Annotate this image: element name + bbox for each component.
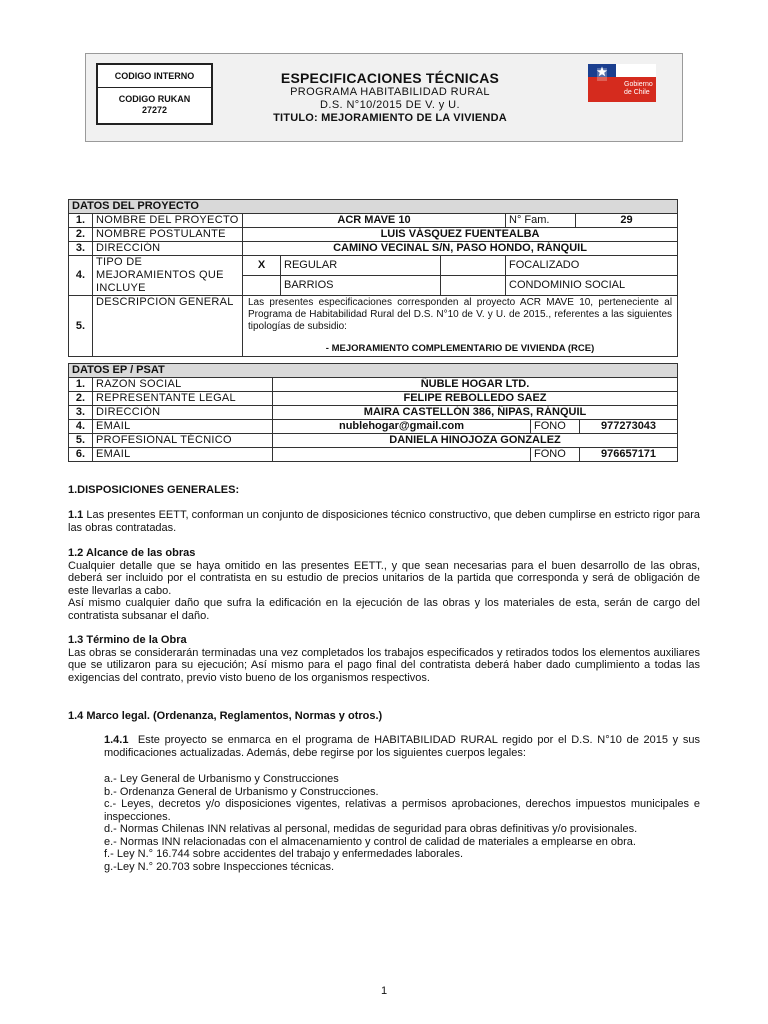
section-1 (68, 484, 700, 497)
row-number: 3. (69, 242, 93, 256)
row-label: NOMBRE POSTULANTE (93, 228, 243, 242)
phone-label: FONO (531, 420, 580, 434)
row-number: 4. (69, 256, 93, 296)
table-row (69, 378, 678, 392)
row-label: NOMBRE DEL PROYECTO (93, 214, 243, 228)
row-label: DIRECCIÓN (93, 242, 243, 256)
section-1-3 (68, 634, 700, 684)
option-condominio-social: CONDOMINIO SOCIAL (506, 276, 678, 296)
table-row (69, 228, 678, 242)
section-1-1-number: 1.1 (68, 509, 84, 521)
list-item: g.-Ley N.° 20.703 sobre Inspecciones técnicas. (104, 860, 335, 873)
document-title-block (240, 70, 540, 125)
row-number: 1. (69, 378, 93, 392)
coat-of-arms-icon (597, 68, 607, 81)
list-item: d.- Normas Chilenas INN relativas al personal, medidas de seguridad para obras definitivas y/o provisionales. (104, 823, 638, 835)
company-name-value: ÑUBLE HOGAR LTD. (273, 378, 678, 392)
row-label: EMAIL (93, 448, 273, 462)
table-row (69, 242, 678, 256)
logo-white-block (616, 64, 656, 77)
section-1-4-1-paragraph (104, 734, 700, 759)
applicant-name-value: LUIS VÁSQUEZ FUENTEALBA (243, 228, 678, 242)
logo-text-chile: de Chile (624, 89, 650, 96)
table-row (69, 448, 678, 462)
code-internal-label: CODIGO INTERNO (98, 65, 211, 88)
family-count-value: 29 (576, 214, 678, 228)
table-row (69, 256, 678, 276)
technical-professional-value: DANIELA HINOJOZA GONZALEZ (273, 434, 678, 448)
company-address-value: MAIRA CASTELLÓN 386, ÑIPAS, RÁNQUIL (273, 406, 678, 420)
section-1-3-title: 1.3 Término de la Obra (68, 634, 187, 646)
row-number: 5. (69, 296, 93, 357)
row-label: PROFESIONAL TÉCNICO (93, 434, 273, 448)
table-row (69, 406, 678, 420)
code-rukan-value: 27272 (141, 105, 168, 115)
legal-representative-value: FELIPE REBOLLEDO SAEZ (273, 392, 678, 406)
professional-phone-value: 976657171 (580, 448, 678, 462)
page-number: 1 (380, 985, 388, 997)
row-label: EMAIL (93, 420, 273, 434)
gobierno-de-chile-logo (586, 64, 658, 104)
document-subtitle-program: PROGRAMA HABITABILIDAD RURAL (290, 86, 490, 98)
table-row (69, 296, 678, 357)
row-number: 2. (69, 228, 93, 242)
section-1-title: 1.DISPOSICIONES GENERALES: (68, 484, 240, 496)
section-1-4-1-number: 1.4.1 (104, 734, 129, 746)
phone-label: FONO (531, 448, 580, 462)
section-1-1-text: Las presentes EETT, conforman un conjunto de disposiciones técnico constructivo, que deben cumplirse en estricto rigor para las obras contratadas. (68, 509, 700, 534)
option-focalizado-check (441, 256, 506, 276)
list-item: c.- Leyes, decretos y/o disposiciones vigentes, relativas a permisos aprobaciones, derechos impuestos municipales e inspecciones. (104, 798, 700, 823)
family-count-label: N° Fam. (506, 214, 576, 228)
logo-text-gobierno: Gobierno (624, 81, 653, 88)
list-item: a.- Ley General de Urbanismo y Construcciones (104, 773, 339, 785)
document-subtitle-decree: D.S. N°10/2015 DE V. y U. (320, 99, 460, 111)
option-condominio-check (441, 276, 506, 296)
option-regular: REGULAR (281, 256, 441, 276)
row-number: 2. (69, 392, 93, 406)
professional-email-value (273, 448, 531, 462)
project-address-value: CAMINO VECINAL S/N, PASO HONDO, RÁNQUIL (243, 242, 678, 256)
document-title: ESPECIFICACIONES TÉCNICAS (280, 70, 500, 86)
company-phone-value: 977273043 (580, 420, 678, 434)
row-label: DESCRIPCION GENERAL (93, 296, 243, 357)
code-box (96, 63, 213, 125)
table-row (69, 392, 678, 406)
code-rukan (98, 88, 211, 116)
row-label: RAZON SOCIAL (93, 378, 273, 392)
section-1-2 (68, 547, 700, 622)
section-1-2-text-2: Así mismo cualquier daño que sufra la edificación en la ejecución de las obras y los materiales de esta, serán de cargo del contratista subsanar el daño. (68, 597, 700, 622)
section-1-4-1-text: Este proyecto se enmarca en el programa de HABITABILIDAD RURAL regido por el D.S. N°10 de 2015 y sus modificaciones actualizadas. Además, debe regirse por los siguientes cuerpos legales: (104, 734, 700, 759)
row-label: TIPO DE MEJORAMIENTOS QUE INCLUYE (93, 256, 243, 296)
table-row (69, 434, 678, 448)
list-item: e.- Normas INN relacionadas con el almacenamiento y control de calidad de materiales a emplearse en obra. (104, 835, 636, 848)
section-1-4 (68, 710, 700, 723)
project-name-value: ACR MAVE 10 (243, 214, 506, 228)
legal-list-spacer (104, 759, 700, 773)
section-1-1 (68, 509, 700, 534)
subsidy-type: - MEJORAMIENTO COMPLEMENTARIO DE VIVIENDA (RCE) (325, 343, 595, 354)
ep-table-heading: DATOS EP / PSAT (69, 364, 678, 378)
section-1-4-title: 1.4 Marco legal. (Ordenanza, Reglamentos, Normas y otros.) (68, 710, 383, 722)
section-1-2-title: 1.2 Alcance de las obras (68, 547, 196, 559)
company-email-value: nublehogar@gmail.com (273, 420, 531, 434)
row-number: 6. (69, 448, 93, 462)
description-spacer (248, 333, 672, 343)
option-focalizado: FOCALIZADO (506, 256, 678, 276)
row-label: DIRECCIÓN (93, 406, 273, 420)
table-row (69, 420, 678, 434)
general-description (243, 296, 678, 357)
code-rukan-label: CODIGO RUKAN (118, 94, 191, 104)
general-description-text: Las presentes especificaciones corresponden al proyecto ACR MAVE 10, perteneciente al Programa de Habitabilidad Rural del D.S. N°10 de V. y U. de 2015., referentes a las siguientes tipologías de subsidio: (248, 297, 673, 332)
section-1-2-text-1: Cualquier detalle que se haya omitido en las presentes EETT., y que sean necesarias para el buen desarrollo de las obras, deberá ser incluido por el contratista en su estudio de precios unitarios de la partida que corresponda y será de obligación de este llevarlas a cabo. (68, 559, 700, 597)
list-item: f.- Ley N.° 16.744 sobre accidentes del trabajo y enfermedades laborales. (104, 848, 464, 860)
project-table-heading: DATOS DEL PROYECTO (69, 200, 678, 214)
section-1-4-1 (104, 734, 700, 873)
project-data-table (68, 199, 678, 357)
row-label: REPRESENTANTE LEGAL (93, 392, 273, 406)
table-header-row (69, 200, 678, 214)
section-1-1-paragraph (68, 509, 700, 534)
row-number: 4. (69, 420, 93, 434)
row-number: 1. (69, 214, 93, 228)
list-item: b.- Ordenanza General de Urbanismo y Construcciones. (104, 785, 379, 798)
option-barrios: BARRIOS (281, 276, 441, 296)
option-barrios-check (243, 276, 281, 296)
row-number: 5. (69, 434, 93, 448)
section-1-3-text: Las obras se considerarán terminadas una vez completados los trabajos especificados y retirados todos los elementos auxiliares que se utilizaron para su ejecución; Así mismo para el pago final del contratista deberá haber dado cumplimiento a todas las exigencias del contrato, previo visto bueno de los organismos respectivos. (68, 646, 700, 684)
regular-checkbox-mark: X (243, 256, 281, 276)
row-number: 3. (69, 406, 93, 420)
table-header-row (69, 364, 678, 378)
ep-data-table (68, 363, 678, 462)
document-subtitle-title: TITULO: MEJORAMIENTO DE LA VIVIENDA (273, 112, 507, 124)
table-row (69, 214, 678, 228)
